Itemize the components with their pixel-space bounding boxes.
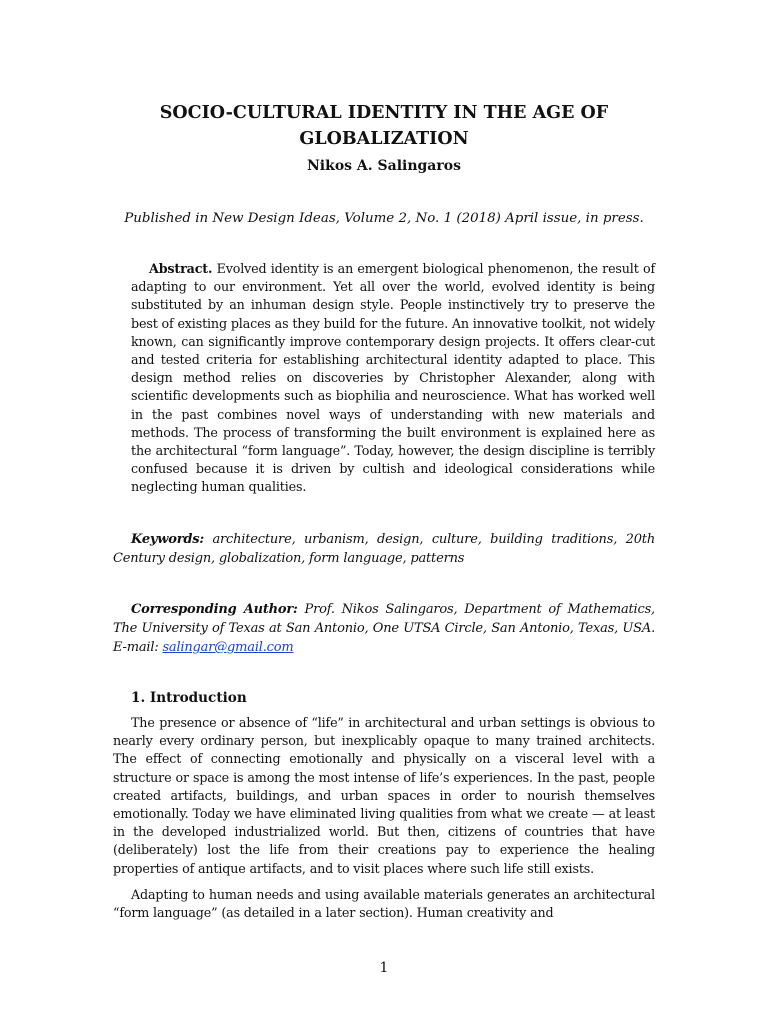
body-paragraph: The presence or absence of “life” in architectural and urban settings is obvious to nearly every ordinary person, but inexplicably opaque to many trained architects. The effect of connecting emotionally and physically on a visceral level with a structure or space is among the most intense of life’s experiences. In the past, people created artifacts, buildings, and urban spaces in order to nourish themselves emotionally. Today we have eliminated living qualities from what we create — at least in the developed industrialized world. But then, citizens of countries that have (deliberately) lost the life from their creations pay to experience the healing properties of antique artifacts, and to visit places where such life still exists. [113, 715, 655, 876]
paper-title: SOCIO-CULTURAL IDENTITY IN THE AGE OF GLOBALIZATION [159, 103, 609, 149]
section-heading: 1. Introduction [131, 690, 247, 706]
corresponding-author-label: Corresponding Author: [131, 602, 298, 617]
abstract-label: Abstract. [149, 261, 213, 276]
keywords-text: architecture, urbanism, design, culture, building traditions, 20th Century design, globalization, form language, patterns [113, 532, 655, 566]
corresponding-author-text: Prof. Nikos Salingaros, Department of Mathematics, The University of Texas at San Antonio, One UTSA Circle, San Antonio, Texas, USA. E-mail: [113, 602, 655, 655]
abstract-paragraph [131, 260, 655, 497]
publication-note: Published in New Design Ideas, Volume 2, No. 1 (2018) April issue, in press. [124, 211, 644, 226]
keywords-label: Keywords: [131, 532, 204, 547]
abstract-text: Evolved identity is an emergent biological phenomenon, the result of adapting to our environment. Yet all over the world, evolved identity is being substituted by an inhuman design style. People instinctively try to preserve the best of existing places as they build for the future. An innovative toolkit, not widely known, can significantly improve contemporary design projects. It offers clear-cut and tested criteria for establishing architectural identity adapted to place. This design method relies on discoveries by Christopher Alexander, along with scientific developments such as biophilia and neuroscience. What has worked well in the past combines novel ways of understanding with new materials and methods. The process of transforming the built environment is explained here as the architectural “form language”. Today, however, the design discipline is terribly confused because it is driven by cultish and ideological considerations while neglecting human qualities. [131, 261, 655, 495]
corresponding-author-paragraph [113, 600, 655, 657]
email-link[interactable]: salingar@gmail.com [162, 640, 294, 655]
page-number: 1 [379, 960, 389, 976]
body-paragraph: Adapting to human needs and using available materials generates an architectural “form language” (as detailed in a later section). Human creativity and [113, 887, 655, 921]
author-name: Nikos A. Salingaros [307, 158, 461, 174]
keywords-paragraph [113, 530, 655, 568]
